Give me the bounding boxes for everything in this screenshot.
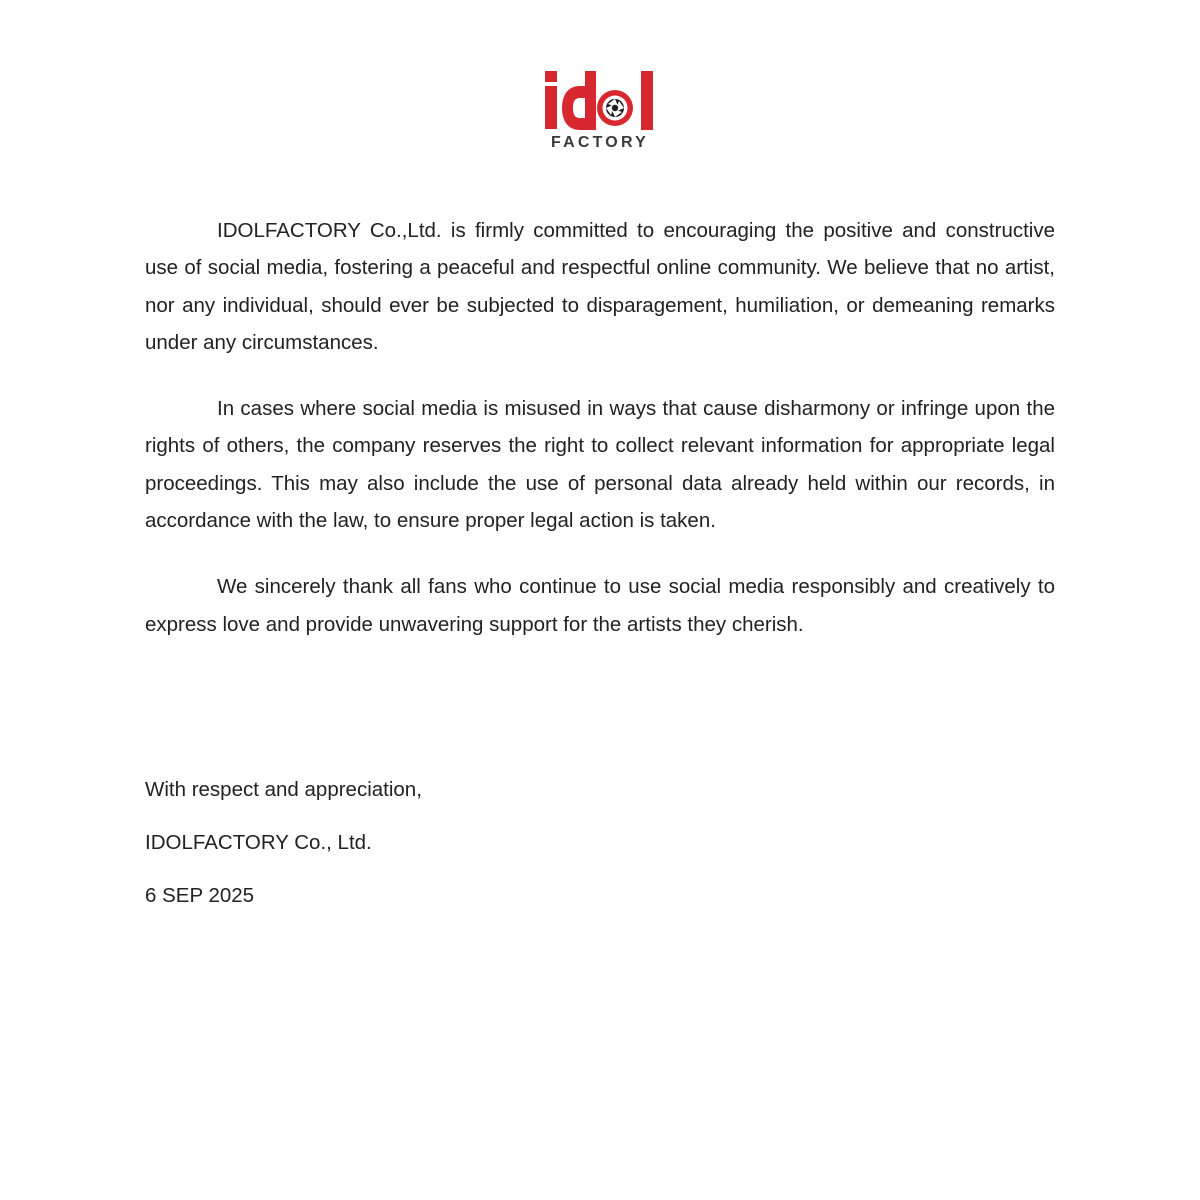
closing-block — [145, 776, 845, 935]
idolfactory-logo-icon — [536, 64, 664, 154]
camera-aperture-icon — [606, 99, 624, 117]
statement-body — [145, 212, 1055, 672]
closing-company-name: IDOLFACTORY Co., Ltd. — [145, 831, 372, 854]
company-logo — [536, 64, 664, 154]
statement-paragraph-thanks: We sincerely thank all fans who continue to use social media responsibly and creatively to express love and provide unwavering support for the artists they cherish. — [145, 575, 1055, 636]
closing-salutation: With respect and appreciation, — [145, 778, 422, 801]
svg-text:FACTORY: FACTORY — [551, 134, 649, 151]
closing-date: 6 SEP 2025 — [145, 884, 255, 907]
statement-paragraph-commitment: IDOLFACTORY Co.,Ltd. is firmly committed to encouraging the positive and constructive use of social media, fostering a peaceful and respectful online community. We believe that no artist, nor any individual, should ever be subjected to disparagement, humiliation, or demeaning remarks under any circumstances. — [145, 219, 1055, 354]
statement-paragraph-legal-action: In cases where social media is misused in ways that cause disharmony or infringe upon the rights of others, the company reserves the right to collect relevant information for appropriate legal proceedings. This may also include the use of personal data already held within our records, in accordance with the law, to ensure proper legal action is taken. — [145, 397, 1055, 533]
